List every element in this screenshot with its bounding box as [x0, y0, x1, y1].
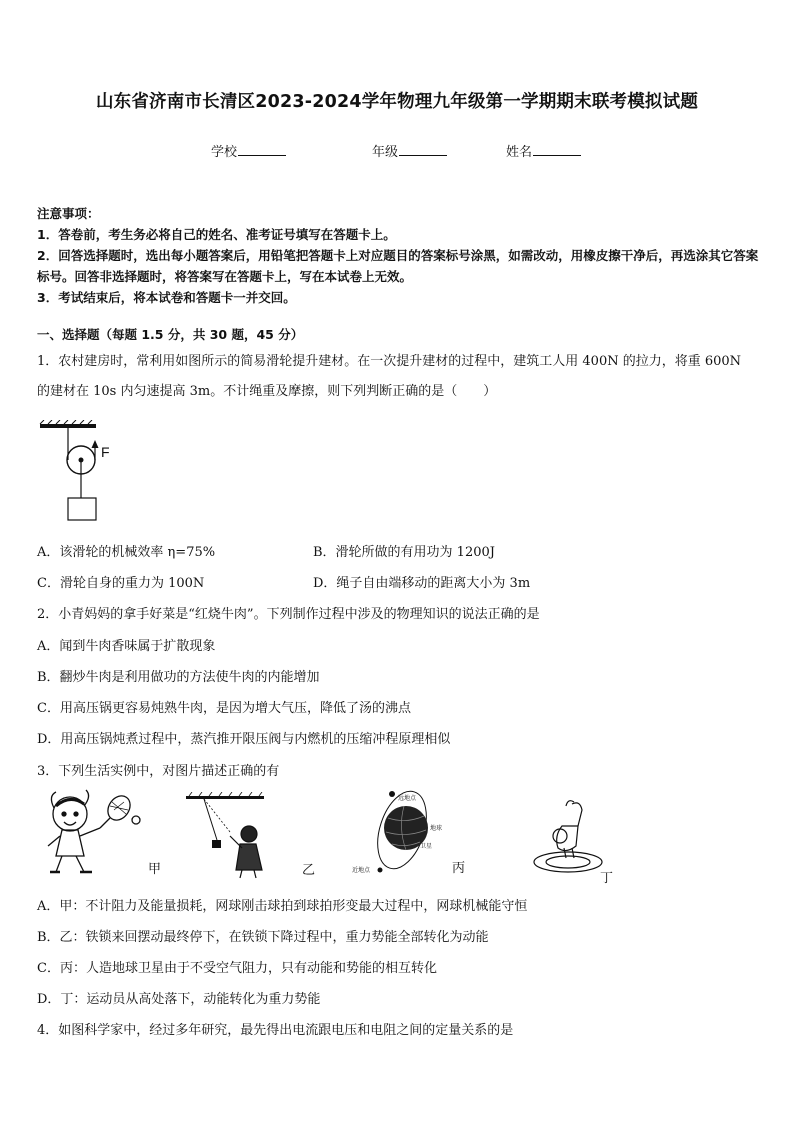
q2-option-a: A．闻到牛肉香味属于扩散现象: [37, 639, 216, 654]
figure-jia-tennis-girl: [40, 788, 170, 880]
name-blank: [533, 143, 581, 156]
question-1-stem: [37, 347, 759, 407]
question-2-stem: 2．小青妈妈的拿手好菜是“红烧牛肉”。下列制作过程中涉及的物理知识的说法正确的是: [37, 607, 540, 622]
question-3-stem: 3．下列生活实例中，对图片描述正确的有: [37, 764, 280, 779]
school-field: [211, 141, 286, 160]
name-field: [506, 141, 581, 160]
svg-text:卫星: 卫星: [420, 844, 433, 850]
school-blank: [238, 143, 286, 156]
q1-option-b: B．滑轮所做的有用功为 1200J: [313, 545, 495, 560]
grade-field: [372, 141, 447, 160]
figure-jia-label: 甲: [148, 861, 162, 876]
figure-bing-label: 丙: [452, 860, 466, 875]
question-1-line2: 的建材在 10s 内匀速提高 3m。不计绳重及摩擦，则下列判断正确的是（ ）: [37, 384, 497, 399]
figure-yi-label: 乙: [302, 862, 316, 877]
q3-option-b: B．乙：铁锁来回摆动最终停下，在铁锁下降过程中，重力势能全部转化为动能: [37, 930, 489, 945]
section-heading: 一、选择题（每题 1.5 分，共 30 题，45 分）: [37, 327, 304, 342]
q3-option-d: D．丁：运动员从高处落下，动能转化为重力势能: [37, 992, 321, 1007]
q1-option-a: A．该滑轮的机械效率 η=75%: [37, 545, 216, 560]
svg-text:近地点: 近地点: [352, 868, 371, 874]
ceiling: [40, 424, 96, 428]
figure-ding-label: 丁: [600, 870, 614, 884]
pulley-figure: [38, 420, 128, 525]
svg-text:地球: 地球: [430, 826, 443, 832]
q3-option-a: A．甲：不计阻力及能量损耗，网球刚击球拍到球拍形变最大过程中，网球机械能守恒: [37, 899, 528, 914]
q1-option-c: C．滑轮自身的重力为 100N: [37, 576, 205, 591]
notes-block: [37, 203, 759, 308]
q1-option-d: D．绳子自由端移动的距离大小为 3m: [313, 576, 531, 591]
svg-text:远地点: 远地点: [398, 796, 417, 802]
force-arrow: [92, 440, 99, 448]
notes-heading: 注意事项：: [37, 206, 100, 221]
note-item: 2．回答选择题时，选出每小题答案后，用铅笔把答题卡上对应题目的答案标号涂黑，如需改动，用橡皮擦干净后，再选涂其它答案标号。回答非选择题时，将答案写在答题卡上，写在本试卷上无效。: [37, 248, 759, 284]
question-4-stem: 4．如图科学家中，经过多年研究，最先得出电流跟电压和电阻之间的定量关系的是: [37, 1023, 514, 1038]
q2-option-d: D．用高压锅炖煮过程中，蒸汽推开限压阀与内燃机的压缩冲程原理相似: [37, 732, 451, 747]
satellite: [389, 791, 395, 797]
grade-label: 年级: [372, 145, 399, 160]
load-block: [68, 498, 96, 520]
figure-bing-satellite-orbit: [348, 788, 473, 880]
page-title: 山东省济南市长清区2023-2024学年物理九年级第一学期期末联考模拟试题: [95, 92, 699, 112]
q2-option-b: B．翻炒牛肉是利用做功的方法使牛肉的内能增加: [37, 670, 320, 685]
force-label: F: [101, 444, 110, 460]
question-1-line1: 1．农村建房时，常利用如图所示的简易滑轮提升建材。在一次提升建材的过程中，建筑工人用 400N 的拉力，将重 600N: [37, 354, 742, 369]
lock: [212, 840, 221, 848]
q3-option-c: C．丙：人造地球卫星由于不受空气阻力，只有动能和势能的相互转化: [37, 961, 437, 976]
q2-option-c: C．用高压锅更容易炖熟牛肉，是因为增大气压，降低了汤的沸点: [37, 701, 411, 716]
figure-ding-diver: [520, 796, 620, 884]
grade-blank: [399, 143, 447, 156]
note-item: 1．答卷前，考生务必将自己的姓名、准考证号填写在答题卡上。: [37, 227, 396, 242]
school-label: 学校: [211, 145, 238, 160]
note-item: 3．考试结束后，将本试卷和答题卡一并交回。: [37, 290, 296, 305]
figure-yi-swinging-lock: [184, 792, 319, 880]
name-label: 姓名: [506, 145, 533, 160]
